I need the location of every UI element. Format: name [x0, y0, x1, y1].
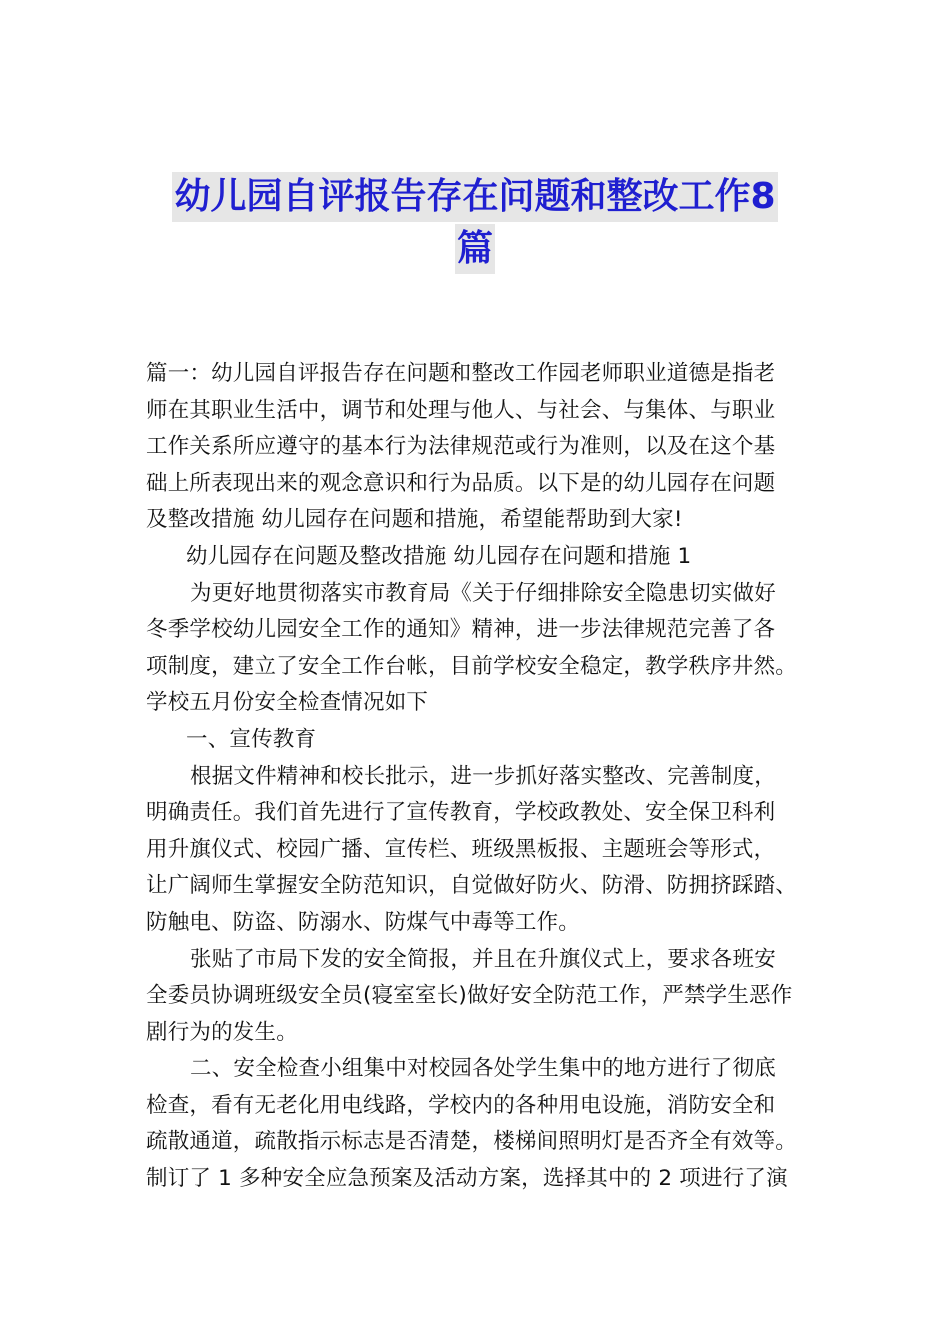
body-line: 二、安全检查小组集中对校园各处学生集中的地方进行了彻底 [190, 1056, 776, 1082]
document-title [100, 172, 850, 274]
body-line: 冬季学校幼儿园安全工作的通知》精神，进一步法律规范完善了各 [146, 617, 776, 643]
body-line: 剧行为的发生。 [146, 1019, 298, 1045]
body-line: 工作关系所应遵守的基本行为法律规范或行为准则，以及在这个基 [146, 434, 776, 460]
body-line: 全委员协调班级安全员(寝室室长)做好安全防范工作，严禁学生恶作 [146, 983, 793, 1009]
body-line: 及整改措施 幼儿园存在问题和措施，希望能帮助到大家! [146, 507, 683, 533]
title-line-2: 篇 [455, 224, 495, 274]
body-line: 幼儿园存在问题及整改措施 幼儿园存在问题和措施 1 [186, 543, 692, 569]
body-line: 用升旗仪式、校园广播、宣传栏、班级黑板报、主题班会等形式， [146, 836, 776, 862]
body-line: 根据文件精神和校长批示，进一步抓好落实整改、完善制度， [190, 763, 776, 789]
body-line: 张贴了市局下发的安全简报，并且在升旗仪式上，要求各班安 [190, 946, 776, 972]
title-line-1: 幼儿园自评报告存在问题和整改工作8 [172, 172, 777, 222]
body-line: 疏散通道，疏散指示标志是否清楚，楼梯间照明灯是否齐全有效等。 [146, 1129, 798, 1155]
document-body [146, 356, 826, 1198]
body-line: 为更好地贯彻落实市教育局《关于仔细排除安全隐患切实做好 [190, 580, 776, 606]
body-line: 检查，看有无老化用电线路，学校内的各种用电设施，消防安全和 [146, 1092, 776, 1118]
body-line: 防触电、防盗、防溺水、防煤气中毒等工作。 [146, 909, 581, 935]
body-line: 师在其职业生活中，调节和处理与他人、与社会、与集体、与职业 [146, 397, 776, 423]
body-line: 一、宣传教育 [186, 726, 317, 752]
body-line: 明确责任。我们首先进行了宣传教育，学校政教处、安全保卫科利 [146, 800, 776, 826]
body-line: 让广阔师生掌握安全防范知识，自觉做好防火、防滑、防拥挤踩踏、 [146, 873, 798, 899]
body-line: 础上所表现出来的观念意识和行为品质。以下是的幼儿园存在问题 [146, 470, 776, 496]
body-line: 学校五月份安全检查情况如下 [146, 690, 429, 716]
body-line: 制订了 1 多种安全应急预案及活动方案，选择其中的 2 项进行了演 [146, 1166, 788, 1192]
body-line: 项制度，建立了安全工作台帐，目前学校安全稳定，教学秩序井然。 [146, 653, 798, 679]
body-line: 篇一：幼儿园自评报告存在问题和整改工作园老师职业道德是指老 [146, 361, 776, 386]
